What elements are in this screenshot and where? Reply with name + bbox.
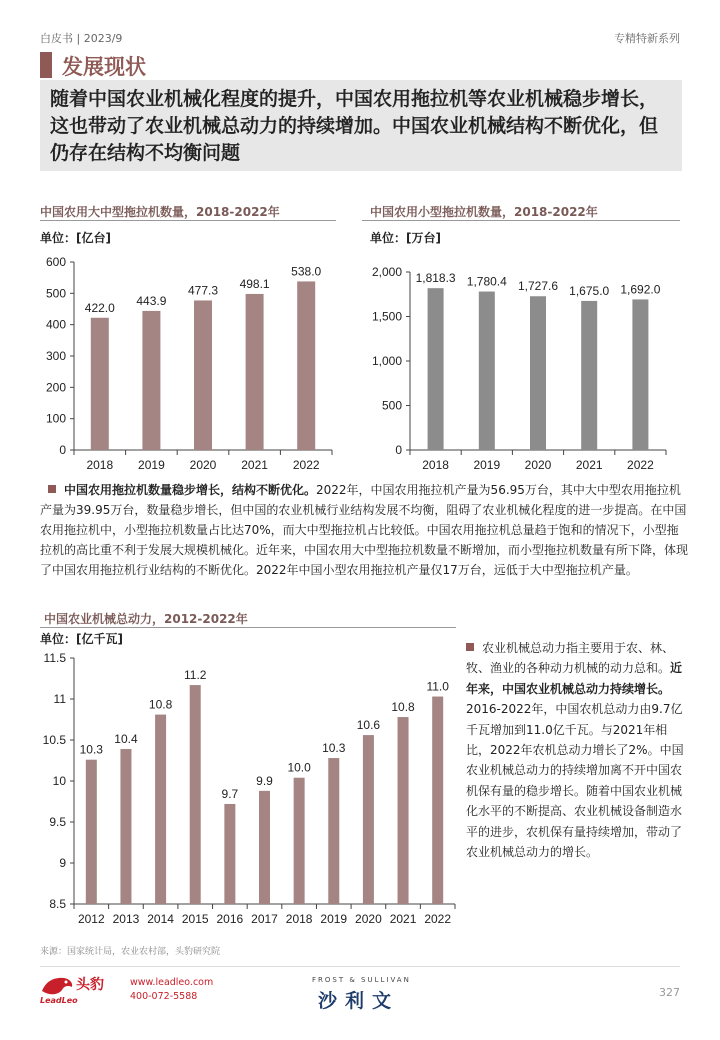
chart2-title: 中国农用小型拖拉机数量，2018-2022年 [370,205,598,219]
bar [581,301,597,450]
x-tick-label: 2018 [86,458,114,472]
x-tick-label: 2022 [424,912,452,926]
side-text-bold: 近年来，中国农业机械总动力持续增长。 [466,661,683,696]
y-tick-label: 1,000 [371,354,402,368]
chart2-title-underline [362,220,680,221]
y-tick-label: 8.5 [49,897,66,911]
bar [91,318,109,450]
x-tick-label: 2020 [189,458,217,472]
bar [155,715,166,904]
x-tick-label: 2021 [241,458,268,472]
bar [428,288,444,450]
bar [142,311,160,450]
bar-value-label: 1,818.3 [415,271,456,286]
logo-cn: 头豹 [76,977,104,993]
bar-value-label: 11.0 [426,679,449,694]
bar-value-label: 1,727.6 [517,279,559,294]
bar-value-label: 10.6 [356,718,381,733]
bar [224,804,235,904]
x-tick-label: 2019 [138,458,165,472]
chart3-total-power [30,648,460,930]
bar [194,300,212,450]
bar [632,299,648,450]
chart1-large-tractors [30,248,350,478]
bar-value-label: 1,675.0 [569,283,610,298]
chart3-unit: 单位：[亿千瓦] [40,632,123,646]
bar-value-label: 9.7 [221,786,239,801]
y-tick-label: 9.5 [49,815,66,829]
bar [294,778,305,904]
y-tick-label: 500 [45,286,66,301]
x-tick-label: 2021 [389,912,417,926]
x-tick-label: 2019 [473,458,501,472]
contact-info [130,976,213,1004]
section-marker [40,52,52,78]
y-tick-label: 0 [395,443,402,457]
bar [398,717,409,904]
bar-value-label: 9.9 [256,773,273,788]
y-tick-label: 9 [59,856,66,870]
bar-value-label: 10.8 [391,700,415,715]
x-tick-label: 2018 [285,912,313,926]
x-tick-label: 2015 [181,912,209,926]
y-tick-label: 400 [45,317,66,332]
bar-value-label: 10.3 [79,742,103,757]
footer-divider [40,966,680,967]
bar-value-label: 498.1 [239,276,270,291]
bar-value-label: 1,780.4 [466,274,507,289]
x-tick-label: 2019 [320,912,348,926]
x-tick-label: 2021 [575,458,603,472]
paragraph-body: 2022年，中国农用拖拉机产量为56.95万台，其中大中型农用拖拉机产量为39.95万台，数量稳步增长，但中国的农业机械行业结构发展不均衡，阻碍了农业机械化程度的进一步提高。在中国农用拖拉机中，小型拖拉机数量占比达70%，而大中型拖拉机占比较低。中国农用拖拉机总量趋于饱和的情况下，小型拖拉机的高比重不利于发展大规模机械化。近年来，中国农用大中型拖拉机数量不断增加，而小型拖拉机数量有所下降，体现了中国农用拖拉机行业结构的不断优化。2022年中国小型农用拖拉机产量仅17万台，远低于大中型拖拉机产量。 [40,483,689,577]
website-link[interactable]: www.leadleo.com [130,977,214,988]
side-text-part2: 2016-2022年，中国农机总动力由9.7亿千瓦增加到11.0亿千瓦。与2021年相比，2022年农机总动力增长了2%。中国农业机械总动力的持续增加离不开中国农机保有量的稳步增长。随着中国农业机械化水平的不断提高、农业机械设备制造水平的进步，农机保有量持续增加，带动了农业机械总动力的增长。 [466,702,684,860]
partner-logo-en: FROST & SULLIVAN [312,976,411,984]
bar-value-label: 10.0 [287,760,311,775]
y-tick-label: 11 [53,692,66,706]
bar-value-label: 422.0 [84,300,115,315]
chart1-title: 中国农用大中型拖拉机数量，2018-2022年 [40,205,280,219]
bar-value-label: 538.0 [291,264,322,279]
bar [259,791,270,904]
y-tick-label: 10 [52,774,66,788]
bullet-square [48,485,56,493]
y-tick-label: 1,500 [371,309,402,324]
x-tick-label: 2020 [524,458,552,472]
y-tick-label: 10.5 [42,733,66,747]
doc-header-left: 白皮书 | 2023/9 [40,32,123,45]
chart1-unit: 单位：[亿台] [40,231,111,245]
phone-number: 400-072-5588 [130,991,198,1002]
source-note: 来源：国家统计局，农业农村部，头豹研究院 [40,947,221,957]
power-side-text [466,638,688,862]
bar [86,760,97,904]
paragraph-bold-lead: 中国农用拖拉机数量稳步增长，结构不断优化。 [64,483,317,497]
bar-value-label: 477.3 [187,283,219,298]
x-tick-label: 2017 [251,912,278,926]
y-tick-label: 100 [45,411,66,426]
x-tick-label: 2022 [292,458,320,472]
bar-value-label: 1,692.0 [620,282,661,297]
bar-value-label: 11.2 [183,668,207,683]
page-number: 327 [659,986,680,999]
bar-value-label: 10.8 [148,697,173,712]
bar [190,685,201,904]
chart2-small-tractors [360,248,690,478]
doc-header-right: 专精特新系列 [614,32,680,45]
bullet-square [466,643,474,651]
leopard-logo-icon [40,973,74,997]
section-title: 发展现状 [62,55,146,79]
y-tick-label: 11.5 [43,651,66,665]
bar-value-label: 10.3 [322,741,346,756]
side-text-part1: 农业机械总动力指主要用于农、林、牧、渔业的各种动力机械的动力总和。 [466,641,675,676]
bar [530,296,546,450]
x-tick-label: 2014 [147,912,174,926]
x-tick-label: 2018 [422,458,449,472]
y-tick-label: 0 [59,443,66,457]
y-tick-label: 600 [45,255,66,269]
x-tick-label: 2013 [112,912,140,926]
bar [363,735,374,904]
x-tick-label: 2016 [216,912,244,926]
partner-logo-cn: 沙利文 [318,990,400,1012]
y-tick-label: 200 [45,380,66,395]
headline: 随着中国农业机械化程度的提升，中国农用拖拉机等农业机械稳步增长，这也带动了农业机械总动力的持续增加。中国农业机械结构不断优化，但仍存在结构不均衡问题 [40,80,682,171]
bar [297,281,315,450]
y-tick-label: 300 [45,349,66,363]
y-tick-label: 500 [381,398,402,413]
bar [479,292,495,450]
x-tick-label: 2022 [627,458,654,472]
x-tick-label: 2020 [355,912,382,926]
logo-en: LeadLeo [40,996,78,1005]
bar [246,294,264,450]
tractor-paragraph [40,480,690,580]
y-tick-label: 2,000 [371,265,402,279]
bar-value-label: 443.9 [136,293,167,308]
chart3-title: 中国农业机械总动力，2012-2022年 [44,612,248,626]
chart2-unit: 单位：[万台] [370,231,441,245]
chart3-title-underline [40,627,456,628]
bar-value-label: 10.4 [114,732,138,747]
chart1-title-underline [40,220,336,221]
x-tick-label: 2012 [77,912,105,926]
bar [120,749,131,904]
bar [432,697,443,904]
bar [328,758,339,904]
